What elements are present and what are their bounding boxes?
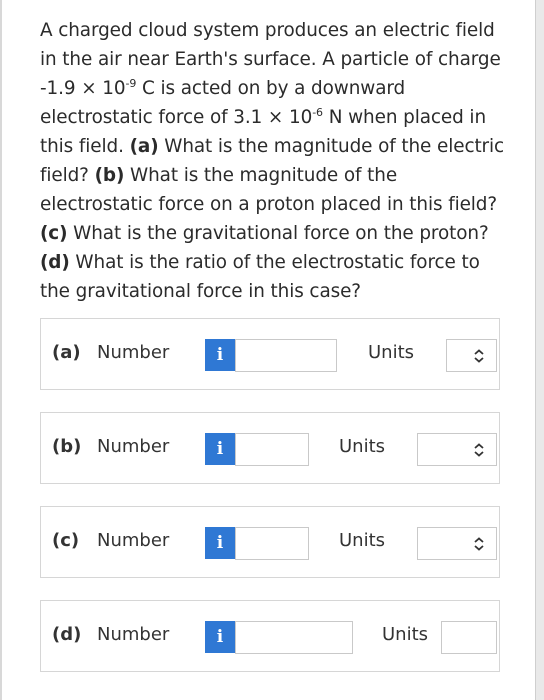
answer-row-d — [40, 600, 500, 672]
units-label: Units — [368, 342, 415, 363]
answer-row-c — [40, 506, 500, 578]
units-select-b[interactable] — [417, 433, 497, 466]
number-input-b[interactable] — [235, 433, 309, 466]
answer-row-b — [40, 412, 500, 484]
chevron-up-down-icon — [472, 536, 486, 552]
units-select-a[interactable] — [446, 339, 497, 372]
scrollbar-track[interactable] — [536, 0, 544, 700]
number-label: Number — [97, 342, 170, 363]
units-select-c[interactable] — [417, 527, 497, 560]
number-label: Number — [97, 530, 170, 551]
units-label: Units — [339, 436, 386, 457]
question-text: A charged cloud system produces an electric field in the air near Earth's surface. A particle of charge $-1.9 \times 10^{-9}$ C is acted on by a downward electrostatic force of $3.1 \times 10^{-6}$ N when placed in this field. (a) What is the magnitude of the electric field? (b) What is the magnitude of the electrostatic force on a proton placed in this field? (c) What is the gravitational force on the proton? (d) What is the ratio of the electrostatic force to the gravitational force in this case? — [40, 20, 505, 302]
part-label: (d) — [52, 624, 82, 645]
units-label: Units — [382, 624, 429, 645]
chevron-up-down-icon — [472, 442, 486, 458]
info-icon[interactable]: i — [205, 527, 235, 559]
info-icon[interactable]: i — [205, 621, 235, 653]
number-input-d[interactable] — [235, 621, 353, 654]
answer-row-a — [40, 318, 500, 390]
window-left-edge — [0, 0, 2, 700]
units-label: Units — [339, 530, 386, 551]
units-select-d[interactable] — [441, 621, 497, 654]
part-label: (a) — [52, 342, 81, 363]
part-label: (c) — [52, 530, 80, 551]
chevron-up-down-icon — [472, 348, 486, 364]
number-label: Number — [97, 624, 170, 645]
number-input-a[interactable] — [235, 339, 337, 372]
info-icon[interactable]: i — [205, 433, 235, 465]
number-input-c[interactable] — [235, 527, 309, 560]
part-label: (b) — [52, 436, 82, 457]
info-icon[interactable]: i — [205, 339, 235, 371]
number-label: Number — [97, 436, 170, 457]
